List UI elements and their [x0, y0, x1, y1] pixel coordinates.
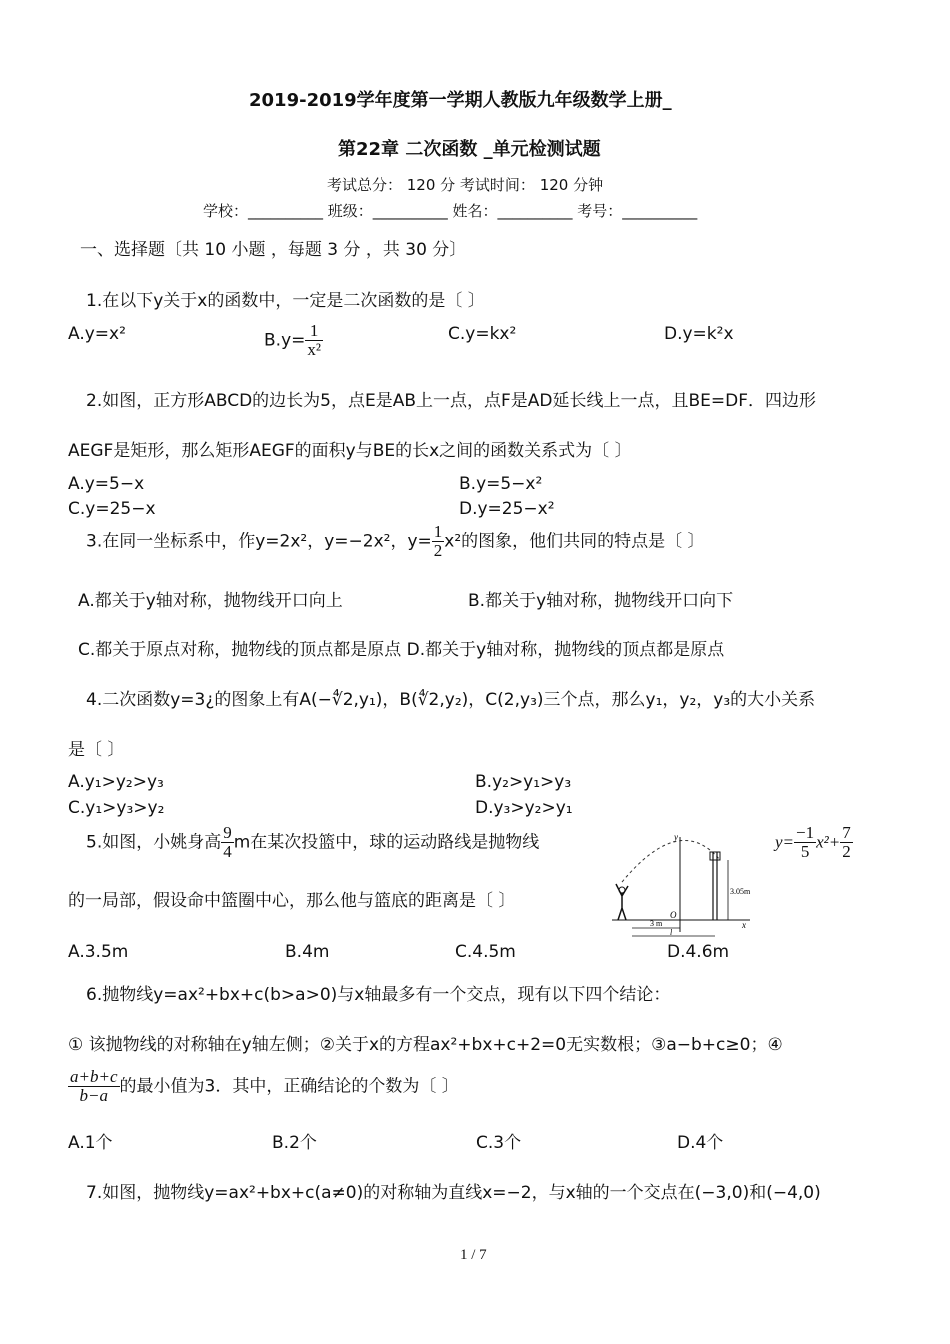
q6-line3-suffix: 的最小值为3．其中，正确结论的个数为〔 〕 — [119, 1076, 459, 1097]
q6-fraction — [68, 1068, 120, 1105]
q5-eq-num1: −1 — [796, 823, 815, 842]
q5-eq-num2: 7 — [842, 823, 851, 842]
q6-stem-line2: ① 该抛物线的对称轴在y轴左侧；②关于x的方程ax²+bx+c+2=0无实数根；③a−b+c≥0；④ — [68, 1035, 783, 1055]
q3-stem-prefix: 3.在同一坐标系中，作y=2x²，y=−2x²，y= — [86, 531, 432, 552]
q5-option-a: A.3.5m — [68, 942, 129, 962]
section-heading: 一、选择题〔共 10 小题 ，每题 3 分 ，共 30 分〕 — [80, 240, 467, 260]
distance-3m-label: 3 m — [650, 919, 663, 928]
hoop-ring — [710, 852, 720, 860]
q5-stem-line2: 的一局部，假设命中篮圈中心，那么他与篮底的距离是〔 〕 — [68, 891, 516, 911]
q3-fraction — [432, 523, 445, 560]
q6-option-d: D.4个 — [677, 1133, 724, 1153]
q6-frac-den: b−a — [79, 1085, 108, 1105]
q5-option-d: D.4.6m — [667, 942, 730, 962]
q1-option-b — [264, 322, 323, 359]
q2-stem-line2: AEGF是矩形，那么矩形AEGF的面积y与BE的长x之间的函数关系式为〔 〕 — [68, 441, 632, 461]
q4-option-b: B.y₂>y₁>y₃ — [475, 772, 572, 792]
q4-stem-line1: 4.二次函数y=3¿的图象上有A(−∜2,y₁)，B(∜2,y₂)，C(2,y₃)三个点，那么y₁，y₂，y₃的大小关系 — [86, 690, 816, 710]
q5-eq-fraction2 — [840, 824, 853, 861]
q6-option-b: B.2个 — [272, 1133, 317, 1153]
q1-option-a: A.y=x² — [68, 324, 126, 344]
q3-frac-num: 1 — [433, 522, 443, 541]
page-title: 2019-2019学年度第一学期人教版九年级数学上册_ — [249, 90, 672, 111]
q7-stem: 7.如图，抛物线y=ax²+bx+c(a≠0)的对称轴为直线x=−2，与x轴的一个交点在(−3,0)和(−4,0) — [86, 1183, 821, 1203]
q1-option-c: C.y=kx² — [448, 324, 517, 344]
q2-option-b: B.y=5−x² — [459, 474, 543, 494]
q5-h-num: 9 — [223, 823, 232, 842]
q6-option-a: A.1个 — [68, 1133, 113, 1153]
q3-option-a: A.都关于y轴对称，抛物线开口向上 — [78, 591, 343, 611]
origin-label: O — [670, 910, 677, 920]
q3-option-cd: C.都关于原点对称，抛物线的顶点都是原点 D.都关于y轴对称，抛物线的顶点都是原点 — [78, 640, 725, 660]
q4-option-c: C.y₁>y₃>y₂ — [68, 798, 165, 818]
page-subtitle: 第22章 二次函数 _单元检测试题 — [338, 139, 601, 160]
height-label: 3.05m — [730, 887, 751, 896]
q5-stem-prefix: 5.如图，小姚身高 — [86, 832, 222, 853]
q5-stem-suffix: m在某次投篮中，球的运动路线是抛物线 — [233, 832, 540, 853]
q5-equation — [775, 824, 853, 861]
q5-option-b: B.4m — [285, 942, 330, 962]
exam-info: 考试总分： 120 分 考试时间： 120 分钟 — [327, 176, 604, 194]
q3-frac-den: 2 — [433, 540, 443, 560]
q1-b-num: 1 — [305, 322, 323, 341]
q1-b-prefix: B.y= — [264, 330, 306, 351]
q5-height-fraction — [221, 824, 234, 861]
ball-trajectory — [622, 840, 720, 882]
q6-stem: 6.抛物线y=ax²+bx+c(b>a>0)与x轴最多有一个交点，现有以下四个结论： — [86, 985, 671, 1005]
q6-frac-num: a+b+c — [70, 1067, 118, 1086]
q2-option-c: C.y=25−x — [68, 499, 156, 519]
q5-stem — [86, 824, 539, 861]
q5-eq-den1: 5 — [800, 841, 810, 861]
axis-label-y: y — [674, 832, 678, 842]
distance-l-label: l — [670, 928, 673, 937]
q1-stem: 1.在以下y关于x的函数中，一定是二次函数的是〔 〕 — [86, 291, 485, 311]
page-number: 1 / 7 — [460, 1247, 487, 1263]
q2-option-d: D.y=25−x² — [459, 499, 555, 519]
q3-stem — [86, 523, 705, 560]
q5-eq-den2: 2 — [842, 841, 851, 861]
q5-h-den: 4 — [223, 841, 232, 861]
q5-eq-mid: x²+ — [816, 832, 841, 852]
q4-stem-line2: 是〔 〕 — [68, 740, 125, 760]
q4-option-a: A.y₁>y₂>y₃ — [68, 772, 164, 792]
q1-option-d: D.y=k²x — [664, 324, 734, 344]
q5-eq-prefix: y= — [775, 832, 795, 852]
axis-label-x: x — [742, 920, 746, 930]
q3-stem-suffix: x²的图象，他们共同的特点是〔 〕 — [444, 531, 705, 552]
q6-stem-line3 — [68, 1068, 459, 1105]
q2-option-a: A.y=5−x — [68, 474, 145, 494]
q4-option-d: D.y₃>y₂>y₁ — [475, 798, 573, 818]
q5-basketball-figure — [610, 832, 770, 942]
q1-b-fraction — [305, 322, 323, 359]
q1-b-den: x² — [307, 339, 321, 359]
q5-eq-fraction1 — [794, 824, 816, 861]
q2-stem-line1: 2.如图，正方形ABCD的边长为5，点E是AB上一点，点F是AD延长线上一点，且BE=DF．四边形 — [86, 391, 817, 411]
q5-option-c: C.4.5m — [455, 942, 516, 962]
student-fields: 学校：__________ 班级：__________ 姓名：__________ 考号：__________ — [203, 202, 698, 220]
player-body — [616, 884, 628, 920]
q6-option-c: C.3个 — [476, 1133, 522, 1153]
q3-option-b: B.都关于y轴对称，抛物线开口向下 — [468, 591, 734, 611]
